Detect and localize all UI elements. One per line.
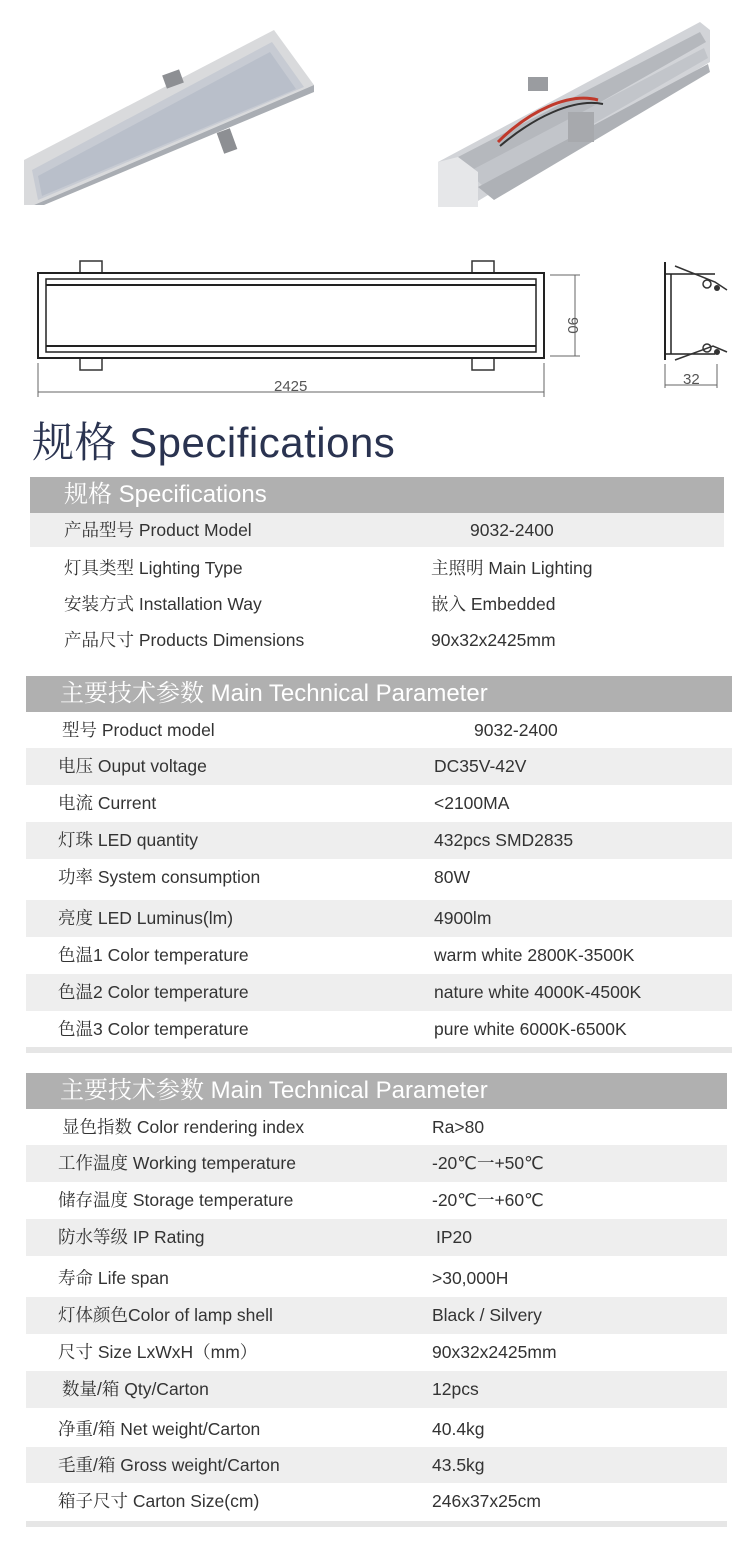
dimension-drawing-end-svg (655, 260, 735, 392)
row-label: 数量/箱 Qty/Carton (62, 1379, 209, 1399)
row-value: 90x32x2425mm (431, 630, 556, 650)
row-value: 432pcs SMD2835 (434, 830, 574, 850)
table-row (26, 900, 732, 937)
dimension-drawing-side (30, 255, 590, 400)
dimension-drawing-side-svg (30, 255, 590, 400)
row-label: 安装方式 Installation Way (64, 594, 262, 614)
row-label: 色温3 Color temperature (58, 1019, 249, 1039)
product-photo-front-image (24, 30, 314, 205)
row-value: 90x32x2425mm (432, 1342, 557, 1362)
row-label: 电压 Ouput voltage (58, 756, 207, 776)
table-row (26, 1145, 727, 1182)
table-row (26, 1219, 727, 1256)
table-row (26, 974, 732, 1011)
section-bottom-rule (26, 1521, 727, 1527)
table-row (30, 513, 724, 547)
dimension-depth-label: 32 (683, 371, 700, 388)
table-row (26, 1408, 727, 1447)
row-value: warm white 2800K-3500K (434, 945, 635, 965)
row-value: pure white 6000K-6500K (434, 1019, 627, 1039)
table-row (26, 937, 732, 974)
table-row (30, 583, 724, 619)
row-label: 防水等级 IP Rating (58, 1227, 205, 1247)
row-value: -20℃一+60℃ (432, 1190, 544, 1210)
row-label: 工作温度 Working temperature (58, 1153, 296, 1173)
section-header: 主要技术参数 Main Technical Parameter (26, 1073, 727, 1109)
table-row (30, 619, 724, 655)
table-row (26, 1447, 727, 1483)
row-label: 功率 System consumption (58, 867, 261, 887)
row-value: DC35V-42V (434, 756, 527, 776)
row-label: 毛重/箱 Gross weight/Carton (58, 1455, 280, 1475)
row-value: IP20 (436, 1227, 472, 1247)
row-label: 显色指数 Color rendering index (62, 1117, 305, 1137)
row-value: 9032-2400 (474, 720, 558, 740)
table-row (26, 1483, 727, 1521)
section-header: 规格 Specifications (30, 477, 724, 513)
row-label: 尺寸 Size LxWxH（mm） (58, 1342, 258, 1362)
dimension-length-label: 2425 (274, 378, 308, 395)
row-value: Black / Silvery (432, 1305, 542, 1325)
table-row (26, 822, 732, 859)
product-photo-back-image (438, 22, 710, 207)
row-value: >30,000H (432, 1268, 509, 1288)
section-main-technical-parameter-1 (26, 676, 732, 1053)
table-row (26, 1371, 727, 1408)
row-value: 246x37x25cm (432, 1491, 541, 1511)
table-row (26, 1256, 727, 1297)
row-label: 灯具类型 Lighting Type (64, 558, 243, 578)
row-label: 灯体颜色Color of lamp shell (58, 1305, 273, 1325)
row-label: 色温2 Color temperature (58, 982, 249, 1002)
row-label: 电流 Current (58, 793, 157, 813)
row-value: 嵌入 Embedded (431, 594, 556, 614)
product-photo-back (438, 22, 710, 207)
row-label: 灯珠 LED quantity (58, 830, 199, 850)
section-header: 主要技术参数 Main Technical Parameter (26, 676, 732, 712)
table-row (26, 748, 732, 785)
table-row (26, 1297, 727, 1334)
product-photo-front (24, 30, 314, 205)
row-label: 型号 Product model (62, 720, 215, 740)
row-value: 4900lm (434, 908, 492, 928)
table-row (26, 1182, 727, 1219)
table-row (26, 859, 732, 900)
row-label: 寿命 Life span (58, 1268, 169, 1288)
row-value: 9032-2400 (470, 520, 554, 540)
row-value: 80W (434, 867, 470, 887)
table-row (26, 712, 732, 748)
section-main-technical-parameter-2 (26, 1073, 727, 1527)
table-row (30, 547, 724, 583)
table-row (26, 1011, 732, 1047)
table-row (26, 785, 732, 822)
section-specifications (30, 477, 724, 655)
page-title: 规格 Specifications (32, 419, 396, 466)
row-value: 主照明 Main Lighting (431, 558, 593, 578)
row-label: 储存温度 Storage temperature (58, 1190, 294, 1210)
row-label: 箱子尺寸 Carton Size(cm) (58, 1491, 260, 1511)
dimension-height-label: 90 (564, 317, 581, 334)
row-value: 40.4kg (432, 1419, 485, 1439)
row-value: -20℃一+50℃ (432, 1153, 544, 1173)
row-value: nature white 4000K-4500K (434, 982, 642, 1002)
row-label: 色温1 Color temperature (58, 945, 249, 965)
row-label: 净重/箱 Net weight/Carton (58, 1419, 261, 1439)
row-label: 亮度 LED Luminus(lm) (58, 908, 234, 928)
row-label: 产品尺寸 Products Dimensions (64, 630, 305, 650)
row-value: 43.5kg (432, 1455, 485, 1475)
section-bottom-rule (26, 1047, 732, 1053)
row-value: Ra>80 (432, 1117, 485, 1137)
table-row (26, 1334, 727, 1371)
row-value: <2100MA (434, 793, 510, 813)
row-label: 产品型号 Product Model (64, 520, 252, 540)
row-value: 12pcs (432, 1379, 479, 1399)
dimension-drawing-end (655, 260, 735, 392)
table-row (26, 1109, 727, 1145)
